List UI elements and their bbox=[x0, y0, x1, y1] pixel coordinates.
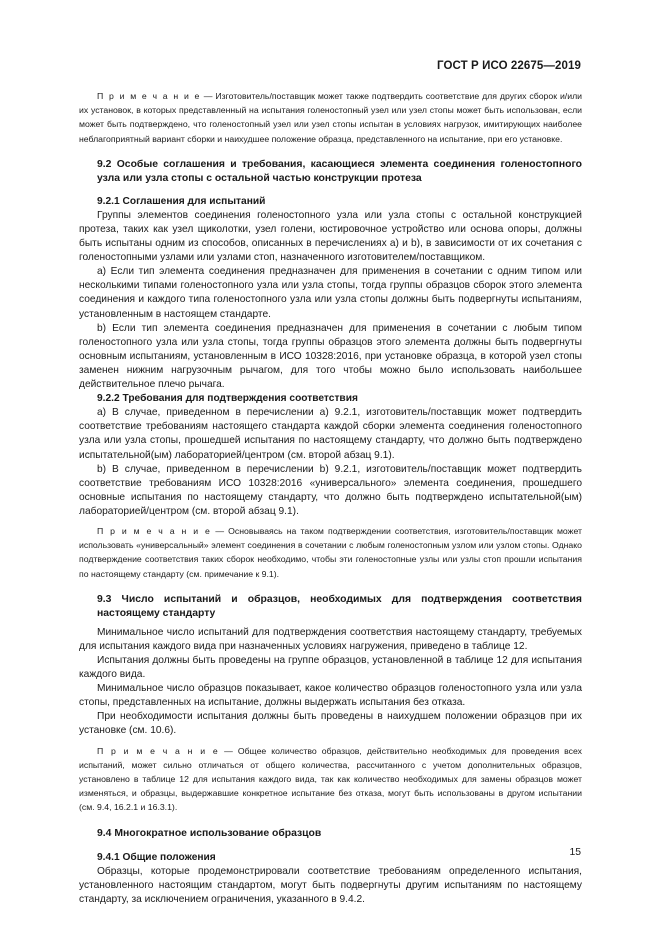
note-label: П р и м е ч а н и е bbox=[97, 525, 212, 536]
section-9-4-title: 9.4 Многократное использование образцов bbox=[97, 827, 322, 839]
paragraph: Образцы, которые продемонстрировали соответствие требованиям определенного испытания, установленного настоящим стандартом, могут быть подвергнуты другим испытаниям по настоящему стандарту, за исключением ограничения, указанного в 9.4.2. bbox=[79, 865, 582, 905]
list-item-b: b) В случае, приведенном в перечислении b) 9.2.1, изготовитель/поставщик может подтвердить соответствие требованиям ИСО 10328:2016 «универсального» элемента соединения, прошедшего основные испытания по настоящему стандарту, что должно быть подтверждено испытательной(ым) лабораторией/центром (см. второй абзац 9.1). bbox=[79, 463, 582, 517]
note-label: П р и м е ч а н и е bbox=[97, 91, 201, 101]
note-2 bbox=[79, 524, 582, 581]
paragraph: При необходимости испытания должны быть проведены в наихудшем положении образцов при их установке (см. 10.6). bbox=[79, 711, 582, 737]
paragraph: Группы элементов соединения голеностопного узла или узла стопы с остальной конструкцией протеза, таких как узел щиколотки, узел голени, юстировочное устройство или основа опоры, должны быть испытаны одним из способов, описанных в перечислениях а) и b), в зависимости от их сочетания с голеностопными узлами или узлами стоп, назначенного изготовителем/поставщиком. bbox=[79, 209, 582, 264]
section-9-2-title: 9.2 Особые соглашения и требования, касающиеся элемента соединения голеностопного узла или узла стопы с остальной частью конструкции протеза bbox=[97, 158, 582, 184]
section-9-2 bbox=[79, 158, 582, 186]
paragraph: Минимальное число образцов показывает, какое количество образцов голеностопного узла или узла стопы, представленных на испытание, должны выдержать испытания без отказа. bbox=[79, 683, 582, 709]
paragraph: Минимальное число испытаний для подтверждения соответствия настоящему стандарту, требуемых для испытания каждого вида при назначенных условиях нагружения, приведено в таблице 12. bbox=[79, 626, 582, 652]
note-1 bbox=[79, 89, 582, 146]
document-code: ГОСТ Р ИСО 22675—2019 bbox=[436, 60, 581, 72]
page-number: 15 bbox=[569, 847, 581, 858]
section-9-2-2 bbox=[79, 392, 582, 519]
section-9-3 bbox=[79, 593, 582, 739]
list-item-b: b) Если тип элемента соединения предназначен для применения в сочетании с любым типом голеностопного узла или узла стопы, тогда группы образцов этого элемента должны быть подвергнуты основным испытаниям, установленным в ИСО 10328:2016, при установке образца, в которой узел стопы заменен нижним нагрузочным рычагом, для того чтобы можно было использовать наибольшее действительное плечо рычага. bbox=[79, 322, 582, 391]
section-9-4-1 bbox=[79, 851, 582, 907]
section-9-2-1 bbox=[79, 195, 582, 392]
note-3 bbox=[79, 744, 582, 815]
section-9-2-2-title: 9.2.2 Требования для подтверждения соответствия bbox=[97, 393, 358, 405]
section-9-3-title: 9.3 Число испытаний и образцов, необходимых для подтверждения соответствия настоящему стандарту bbox=[97, 593, 582, 619]
paragraph: Испытания должны быть проведены на группе образцов, установленной в таблице 12 для испытания каждого вида. bbox=[79, 654, 582, 681]
note-text: — Общее количество образцов, действительно необходимых для проведения всех испытаний, может сильно отличаться от общего количества, рассчитанного с учетом дополнительных образцов, установлено в таблице 12 для испытания каждого вида, так как количество необходимых для замены образцов может изменяться, и образцы, выдержавшие конкретное испытание без отказа, могут быть использованы в другом испытании (см. 9.4, 16.2.1 и 16.3.1). bbox=[79, 745, 582, 813]
section-9-4-1-title: 9.4.1 Общие положения bbox=[97, 851, 216, 863]
note-text: — Изготовитель/поставщик может также подтвердить соответствие для других сборок и/или их установок, в которых представленный на испытания голеностопный узел или узел стопы может быть использован, если может быть подтверждено, что голеностопный узел или узел стопы испытан в условиях нагрузок, имитирующих наиболее неблагоприятный вариант сборки и наихудшее положение образца, представленного на испытание, при его установке. bbox=[79, 91, 582, 144]
section-9-2-1-title: 9.2.1 Соглашения для испытаний bbox=[97, 195, 266, 207]
list-item-a: a) Если тип элемента соединения предназначен для применения в сочетании с одним типом или несколькими типами голеностопного узла или узла стопы, тогда группы образцов сборок этого элемента соединения и каждого типа голеностопного узла или узла стопы должны быть подвергнуты испытаниям, установленным в настоящем стандарте. bbox=[79, 266, 582, 320]
section-9-4 bbox=[79, 827, 582, 841]
note-text: — Основываясь на таком подтверждении соответствия, изготовитель/поставщик может использовать «универсальный» элемент соединения в сочетании с любым голеностопным узлом или узлом стопы. Однако подтверждение соответствия таких сборок необходимо, чтобы эти голеностопные узлы или узлы стоп прошли испытания по настоящему стандарту (см. примечание к 9.1). bbox=[79, 525, 583, 579]
note-label: П р и м е ч а н и е bbox=[97, 745, 220, 756]
list-item-a: a) В случае, приведенном в перечислении a) 9.2.1, изготовитель/поставщик может подтвердить соответствие требованиям настоящего стандарта каждой сборки элемента соединения голеностопного узла или узла стопы, прошедшей испытания по настоящему стандарту, что должно быть подтверждено испытательной(ым) лабораторией/центром (см. второй абзац 9.1). bbox=[79, 407, 582, 461]
